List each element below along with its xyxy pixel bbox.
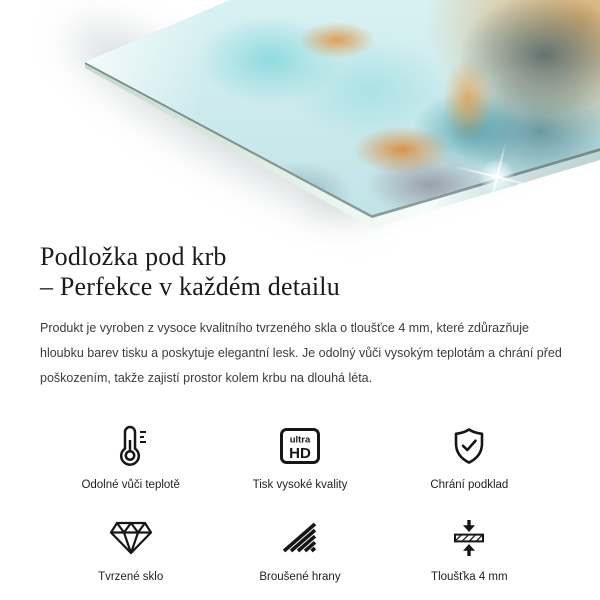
page-title-line1: Podložka pod krb bbox=[40, 242, 227, 271]
feature-heat-resistance bbox=[81, 425, 179, 491]
beveled-edges-icon bbox=[280, 517, 320, 559]
feature-label: Tisk vysoké kvality bbox=[252, 479, 348, 491]
ultra-hd-icon bbox=[277, 425, 323, 467]
feature-polished-edges bbox=[259, 517, 340, 583]
thickness-icon bbox=[449, 517, 489, 559]
feature-label: Chrání podklad bbox=[430, 479, 509, 491]
ultra-hd-icon-text-bottom: HD bbox=[289, 445, 311, 462]
feature-protects-surface bbox=[430, 425, 508, 491]
feature-label: Tvrzené sklo bbox=[98, 571, 164, 583]
feature-grid bbox=[46, 425, 554, 583]
feature-tempered-glass bbox=[98, 517, 163, 583]
thermometer-icon bbox=[112, 425, 150, 467]
feature-label: Tloušťka 4 mm bbox=[431, 571, 508, 583]
product-content bbox=[0, 242, 600, 583]
product-description: Produkt je vyroben z vysoce kvalitního tvrzeného skla o tloušťce 4 mm, které zdůrazňuje hloubku barev tisku a poskytuje elegantní lesk. Je odolný vůči vysokým teplotám a chrání před poškozením, takže zajistí prostor kolem krbu na dlouhá léta. bbox=[40, 321, 562, 385]
diamond-icon bbox=[108, 517, 154, 559]
feature-label: Odolné vůči teplotě bbox=[81, 479, 180, 491]
shield-check-icon bbox=[449, 425, 489, 467]
page-title bbox=[40, 242, 560, 302]
ultra-hd-icon-text-top: ultra bbox=[289, 434, 311, 446]
feature-print-quality bbox=[253, 425, 348, 491]
page-title-line2: – Perfekce v každém detailu bbox=[40, 272, 340, 301]
product-hero-image bbox=[0, 0, 600, 232]
feature-thickness bbox=[431, 517, 508, 583]
feature-label: Broušené hrany bbox=[259, 571, 341, 583]
